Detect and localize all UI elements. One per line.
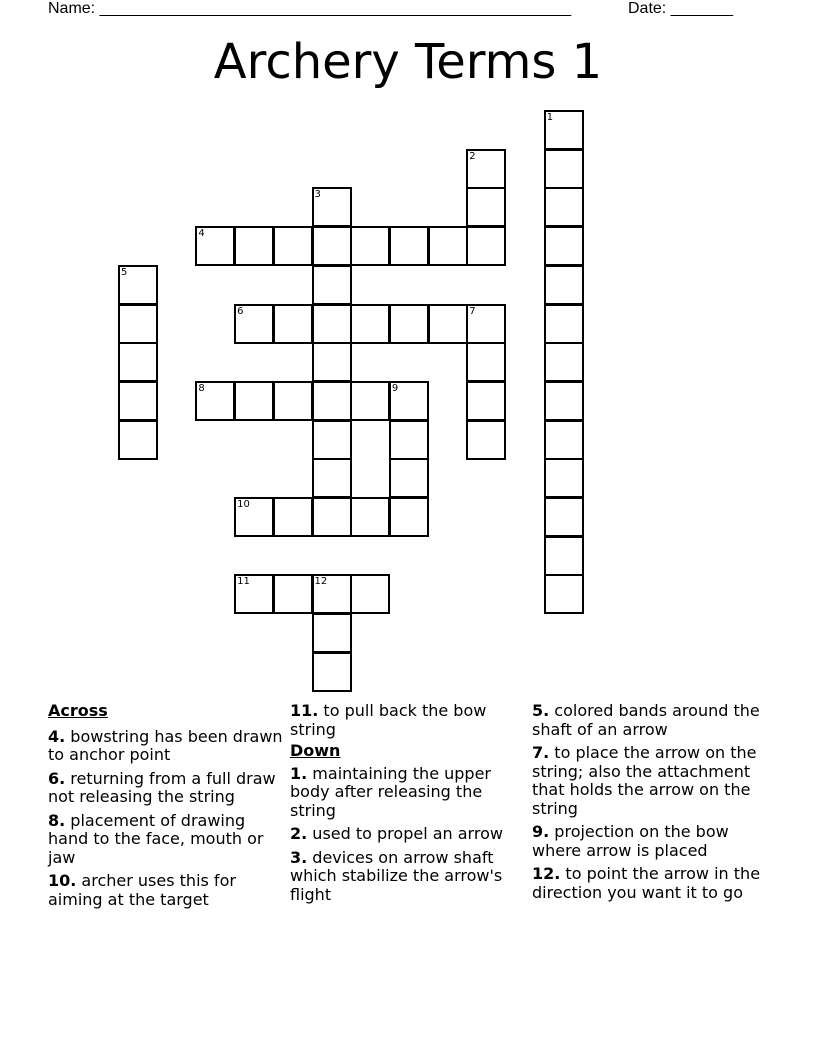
down-heading: Down <box>290 741 341 760</box>
crossword-cell[interactable] <box>273 574 313 614</box>
crossword-cell[interactable] <box>312 652 352 692</box>
clue-down-1: 1. maintaining the upper body after releasing the string <box>290 763 491 820</box>
crossword-cell[interactable] <box>544 458 584 498</box>
crossword-cell[interactable] <box>273 381 313 421</box>
clue-number: 5 <box>121 266 128 278</box>
crossword-cell[interactable] <box>273 304 313 344</box>
crossword-cell[interactable] <box>544 497 584 537</box>
crossword-cell[interactable] <box>544 381 584 421</box>
crossword-cell[interactable] <box>350 226 390 266</box>
crossword-cell[interactable] <box>312 613 352 653</box>
clue-number: 6 <box>237 305 244 317</box>
crossword-cell[interactable] <box>350 497 390 537</box>
crossword-cell[interactable] <box>118 342 158 382</box>
clue-column-3 <box>532 702 767 907</box>
crossword-cell[interactable] <box>312 420 352 460</box>
crossword-cell[interactable] <box>389 420 429 460</box>
clue-column-2 <box>290 702 525 909</box>
crossword-cell[interactable] <box>466 226 506 266</box>
crossword-cell[interactable] <box>234 574 274 614</box>
crossword-cell[interactable] <box>544 420 584 460</box>
name-field[interactable]: Name: _____________________________________________________ <box>48 0 572 17</box>
crossword-cell[interactable] <box>428 226 468 266</box>
crossword-cell[interactable] <box>466 149 506 189</box>
crossword-cell[interactable] <box>312 381 352 421</box>
crossword-cell[interactable] <box>118 265 158 305</box>
crossword-cell[interactable] <box>544 110 584 150</box>
crossword-cell[interactable] <box>118 420 158 460</box>
clue-down-9: 9. projection on the bow where arrow is placed <box>532 822 729 860</box>
clue-number: 11 <box>237 576 250 588</box>
crossword-cell[interactable] <box>544 536 584 576</box>
crossword-cell[interactable] <box>312 458 352 498</box>
clue-across-11: 11. to pull back the bow string <box>290 701 487 739</box>
crossword-cell[interactable] <box>428 304 468 344</box>
clue-column-1 <box>48 702 283 914</box>
crossword-cell[interactable] <box>195 381 235 421</box>
crossword-cell[interactable] <box>312 187 352 227</box>
crossword-cell[interactable] <box>544 342 584 382</box>
crossword-cell[interactable] <box>350 304 390 344</box>
crossword-cell[interactable] <box>234 381 274 421</box>
clue-number: 1 <box>546 112 554 123</box>
clue-number: 8 <box>198 382 205 394</box>
crossword-cell[interactable] <box>195 226 235 266</box>
crossword-cell[interactable] <box>544 304 584 344</box>
crossword-cell[interactable] <box>389 458 429 498</box>
clue-number: 9 <box>391 382 399 394</box>
crossword-cell[interactable] <box>544 226 584 266</box>
crossword-cell[interactable] <box>389 226 429 266</box>
clue-down-5: 5. colored bands around the shaft of an arrow <box>532 701 760 739</box>
crossword-cell[interactable] <box>234 226 274 266</box>
crossword-cell[interactable] <box>234 497 274 537</box>
crossword-cell[interactable] <box>273 226 313 266</box>
crossword-cell[interactable] <box>312 304 352 344</box>
crossword-cell[interactable] <box>544 265 584 305</box>
crossword-cell[interactable] <box>389 304 429 344</box>
crossword-cell[interactable] <box>312 226 352 266</box>
crossword-cell[interactable] <box>544 187 584 227</box>
clue-down-2: 2. used to propel an arrow <box>290 824 503 843</box>
crossword-cell[interactable] <box>118 381 158 421</box>
clue-number: 4 <box>198 228 205 240</box>
clue-number: 3 <box>314 189 321 201</box>
crossword-cell[interactable] <box>312 497 352 537</box>
clue-number: 12 <box>314 576 328 588</box>
clue-across-10: 10. archer uses this for aiming at the target <box>48 871 236 909</box>
crossword-cell[interactable] <box>312 265 352 305</box>
crossword-cell[interactable] <box>118 304 158 344</box>
clue-across-8: 8. placement of drawing hand to the face, mouth or jaw <box>48 810 264 867</box>
crossword-cell[interactable] <box>234 304 274 344</box>
page-title: Archery Terms 1 <box>213 34 603 90</box>
crossword-cell[interactable] <box>466 304 506 344</box>
crossword-cell[interactable] <box>466 381 506 421</box>
crossword-cell[interactable] <box>466 187 506 227</box>
crossword-cell[interactable] <box>389 497 429 537</box>
crossword-cell[interactable] <box>544 149 584 189</box>
clue-number: 2 <box>469 150 476 162</box>
clue-down-12: 12. to point the arrow in the direction you want it to go <box>532 864 761 902</box>
clues-section <box>48 702 778 952</box>
crossword-cell[interactable] <box>312 574 352 614</box>
crossword-cell[interactable] <box>544 574 584 614</box>
clue-down-7: 7. to place the arrow on the string; also the attachment that holds the arrow on the string <box>532 743 757 818</box>
across-heading: Across <box>48 701 108 720</box>
crossword-cell[interactable] <box>466 342 506 382</box>
crossword-cell[interactable] <box>466 420 506 460</box>
crossword-cell[interactable] <box>350 381 390 421</box>
clue-across-4: 4. bowstring has been drawn to anchor point <box>48 726 283 764</box>
crossword-cell[interactable] <box>350 574 390 614</box>
crossword-cell[interactable] <box>312 342 352 382</box>
crossword-cell[interactable] <box>389 381 429 421</box>
crossword-cell[interactable] <box>273 497 313 537</box>
clue-number: 7 <box>469 305 476 317</box>
clue-across-6: 6. returning from a full draw not releasing the string <box>48 768 276 806</box>
date-field[interactable]: Date: _______ <box>628 0 733 17</box>
clue-down-3: 3. devices on arrow shaft which stabilize the arrow's flight <box>290 847 503 904</box>
clue-number: 10 <box>237 499 250 510</box>
